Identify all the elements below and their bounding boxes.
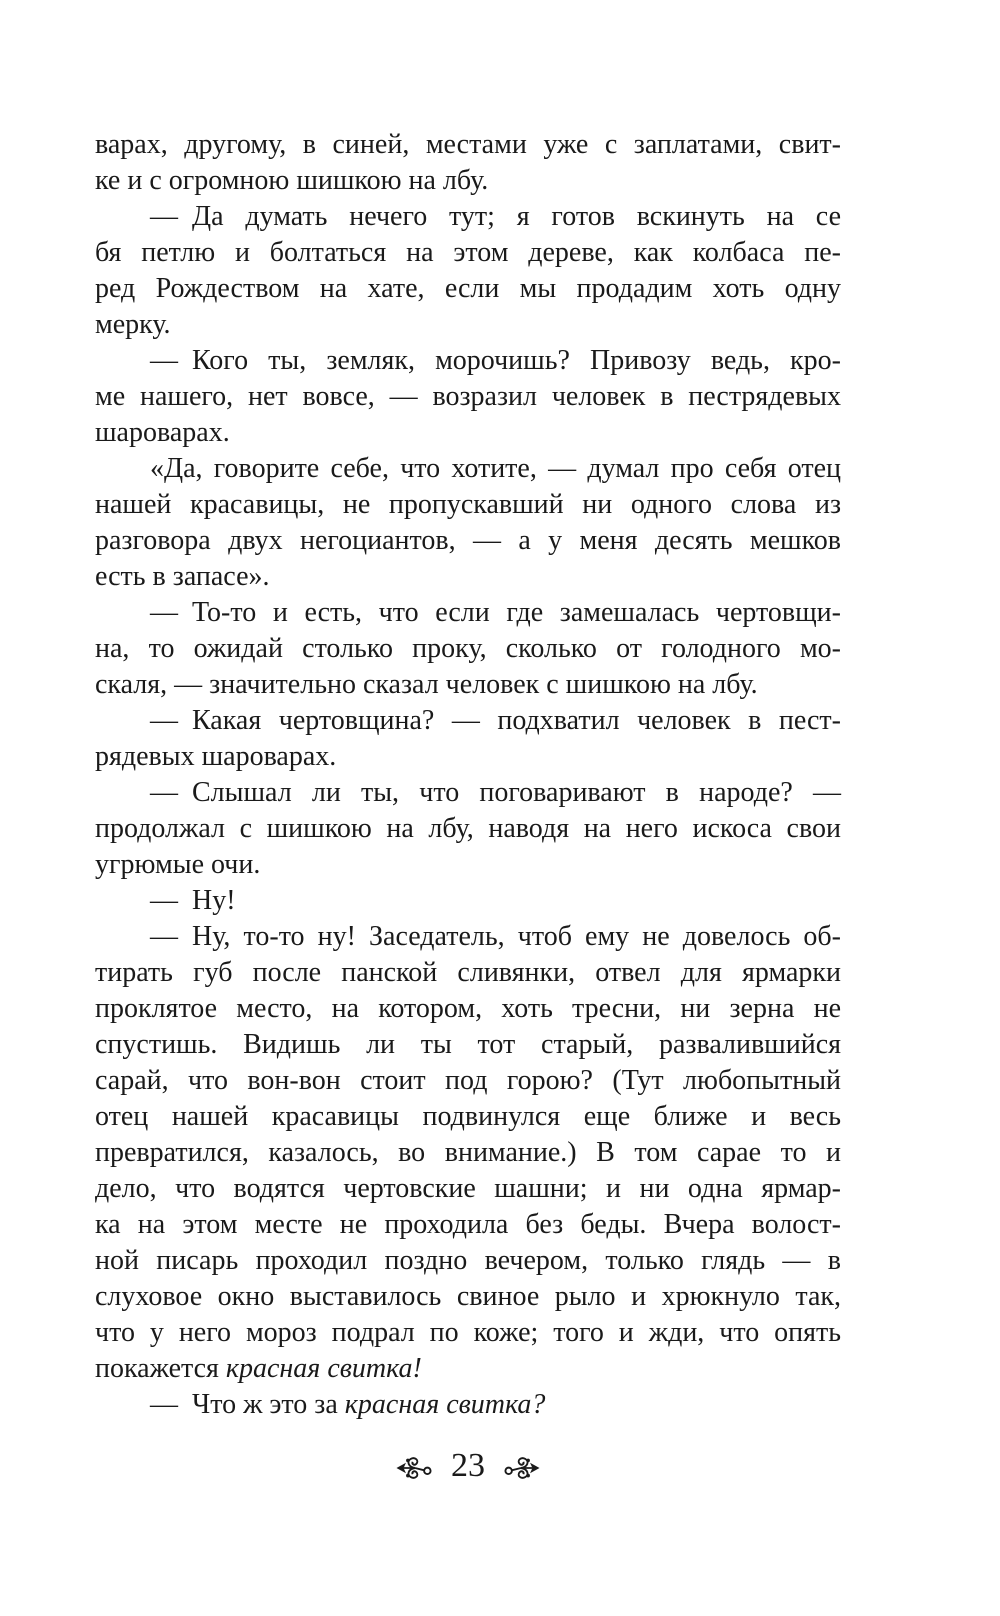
floral-scroll-right-icon xyxy=(502,1454,540,1482)
text-run: ред Рождеством на хате, если мы продадим хоть одну xyxy=(95,273,841,304)
text-run: ной писарь проходил поздно вечером, только глядь — в xyxy=(95,1245,841,1276)
text-run: ме нашего, нет вовсе, — возразил человек в пестрядевых xyxy=(95,381,841,412)
text-run: дело, что водятся чертовские шашни; и ни одна ярмар- xyxy=(95,1173,841,1204)
text-line xyxy=(95,163,841,199)
text-run: — Какая чертовщина? — подхватил человек в пест- xyxy=(150,705,841,736)
text-run: нашей красавицы, не пропускавший ни одного слова из xyxy=(95,489,841,520)
text-run: превратился, казалось, во внимание.) В том сарае то и xyxy=(95,1137,841,1168)
text-line xyxy=(95,559,841,595)
italic-text-run: красная свитка! xyxy=(225,1353,422,1384)
text-line xyxy=(95,1387,841,1423)
text-line xyxy=(95,991,841,1027)
floral-scroll-left-icon xyxy=(396,1454,434,1482)
text-run: мерку. xyxy=(95,309,171,340)
text-line xyxy=(95,451,841,487)
text-line xyxy=(95,1243,841,1279)
text-line xyxy=(95,379,841,415)
text-line xyxy=(95,955,841,991)
text-line xyxy=(95,271,841,307)
text-line xyxy=(95,127,841,163)
text-line xyxy=(95,1063,841,1099)
text-line xyxy=(95,199,841,235)
text-line xyxy=(95,487,841,523)
text-run: что у него мороз подрал по коже; того и жди, что опять xyxy=(95,1317,841,1348)
text-line xyxy=(95,1315,841,1351)
text-run: шароварах. xyxy=(95,417,230,448)
text-run: «Да, говорите себе, что хотите, — думал про себя отец xyxy=(150,453,841,484)
text-line xyxy=(95,343,841,379)
text-run: ке и с огромною шишкою на лбу. xyxy=(95,165,489,196)
text-run: на, то ожидай столько проку, сколько от голодного мо- xyxy=(95,633,841,664)
text-run: — То-то и есть, что если где замешалась чертовщи- xyxy=(150,597,841,628)
italic-text-run: красная свитка? xyxy=(344,1389,546,1420)
text-run: есть в запасе». xyxy=(95,561,270,592)
text-run: варах, другому, в синей, местами уже с заплатами, свит- xyxy=(95,129,841,160)
text-run: слуховое окно выставилось свиное рыло и хрюкнуло так, xyxy=(95,1281,841,1312)
text-line xyxy=(95,775,841,811)
page-text xyxy=(95,127,841,1423)
text-line xyxy=(95,847,841,883)
text-run: проклятое место, на котором, хоть тресни, ни зерна не xyxy=(95,993,841,1024)
text-run: бя петлю и болтаться на этом дереве, как колбаса пе- xyxy=(95,237,841,268)
text-run: спустишь. Видишь ли ты тот старый, развалившийся xyxy=(95,1029,841,1060)
text-line xyxy=(95,307,841,343)
text-line xyxy=(95,919,841,955)
text-line xyxy=(95,235,841,271)
text-run: — Ну! xyxy=(150,885,236,916)
text-line xyxy=(95,883,841,919)
text-run: — Ну, то-то ну! Заседатель, чтоб ему не довелось об- xyxy=(150,921,841,952)
text-line xyxy=(95,703,841,739)
text-run: — Кого ты, земляк, морочишь? Привозу ведь, кро- xyxy=(150,345,841,376)
text-run: — Да думать нечего тут; я готов вскинуть на се xyxy=(150,201,841,232)
text-line xyxy=(95,631,841,667)
text-line xyxy=(95,1135,841,1171)
text-run: угрюмые очи. xyxy=(95,849,261,880)
page-footer xyxy=(95,1446,841,1490)
text-line xyxy=(95,595,841,631)
text-line xyxy=(95,523,841,559)
text-line xyxy=(95,811,841,847)
text-run: сарай, что вон-вон стоит под горою? (Тут любопытный xyxy=(95,1065,841,1096)
text-run: покажется xyxy=(95,1353,226,1384)
text-run: ка на этом месте не проходила без беды. Вчера волост- xyxy=(95,1209,841,1240)
text-run: тирать губ после панской сливянки, отвел для ярмарки xyxy=(95,957,841,988)
text-line xyxy=(95,667,841,703)
text-run: продолжал с шишкою на лбу, наводя на него искоса свои xyxy=(95,813,841,844)
text-run: — Что ж это за xyxy=(150,1389,345,1420)
text-line xyxy=(95,1207,841,1243)
text-line xyxy=(95,1279,841,1315)
text-line xyxy=(95,415,841,451)
text-line xyxy=(95,739,841,775)
text-run: рядевых шароварах. xyxy=(95,741,337,772)
text-line xyxy=(95,1027,841,1063)
text-line xyxy=(95,1171,841,1207)
text-line xyxy=(95,1099,841,1135)
text-run: скаля, — значительно сказал человек с шишкою на лбу. xyxy=(95,669,758,700)
page-number: 23 xyxy=(451,1447,485,1484)
text-line xyxy=(95,1351,841,1387)
text-run: — Слышал ли ты, что поговаривают в народе? — xyxy=(150,777,841,808)
text-run: отец нашей красавицы подвинулся еще ближе и весь xyxy=(95,1101,841,1132)
text-run: разговора двух негоциантов, — а у меня десять мешков xyxy=(95,525,841,556)
